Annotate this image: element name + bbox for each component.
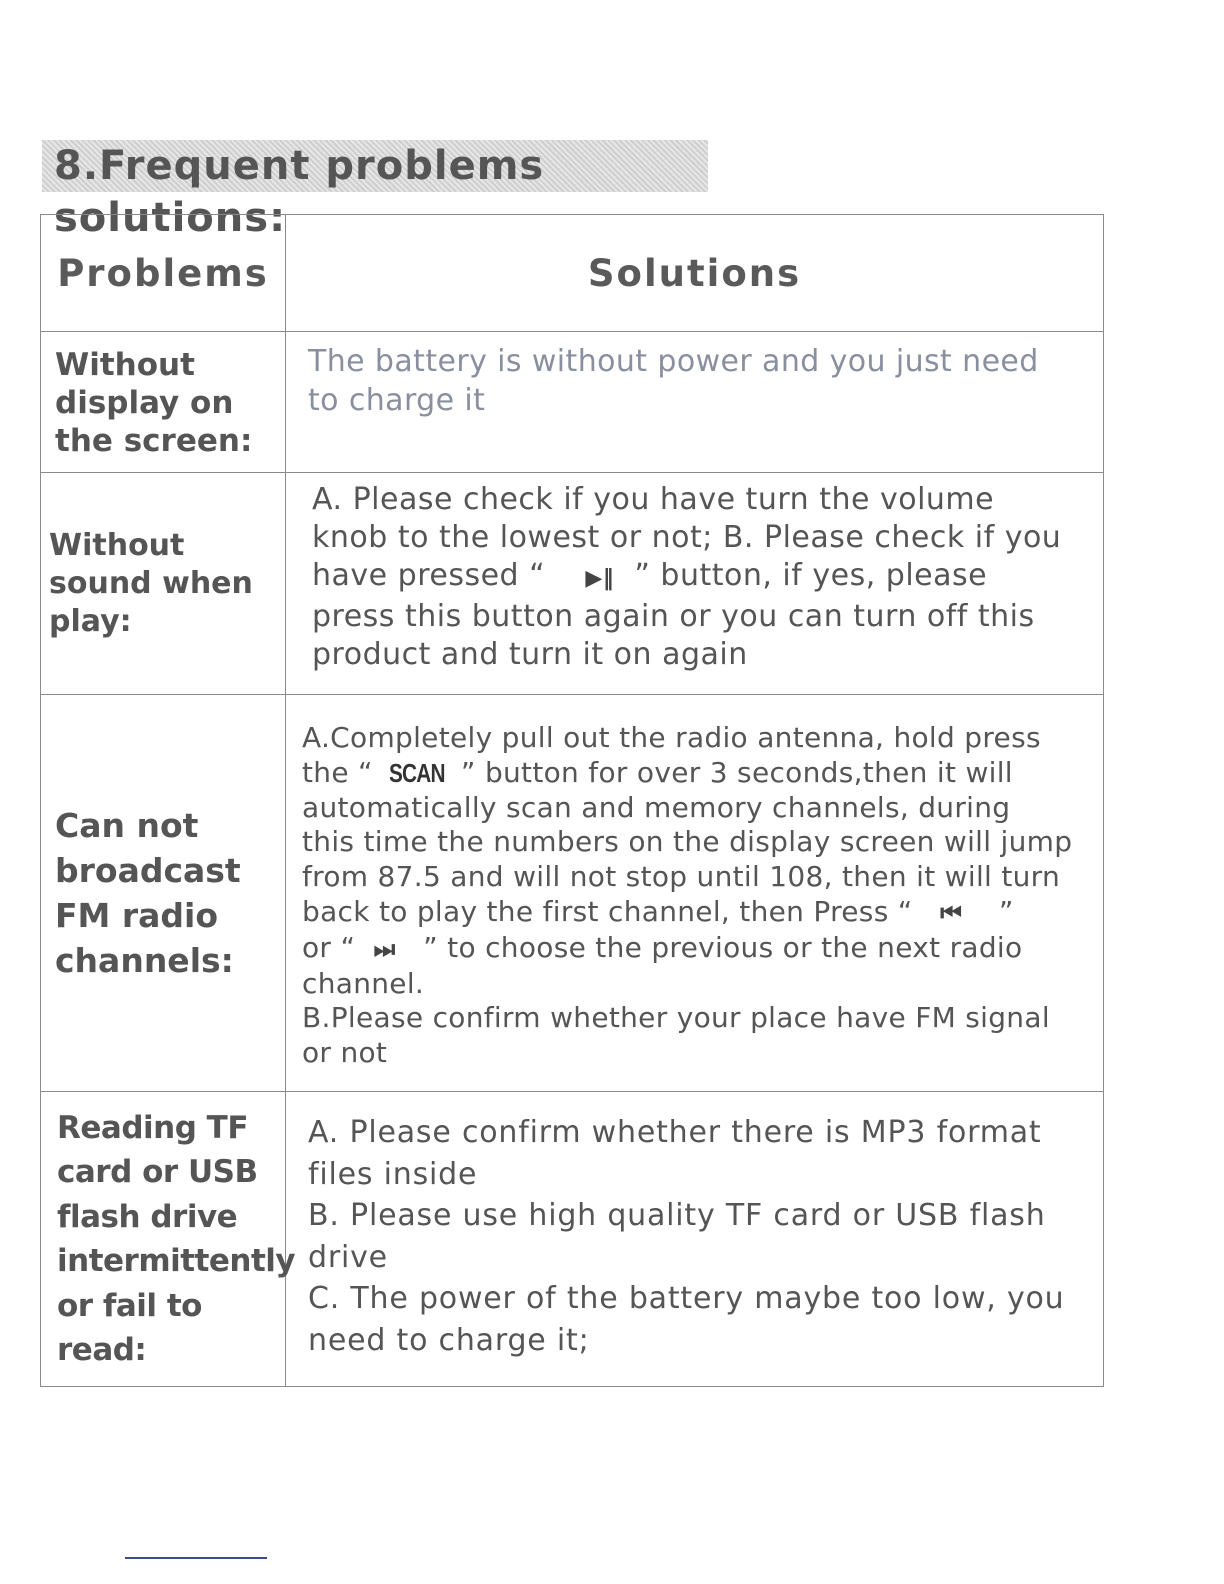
solutions-header: Solutions	[587, 251, 802, 295]
solution-line: product and turn it on again	[312, 637, 748, 672]
problem-cell	[41, 695, 286, 1091]
solution-line	[312, 557, 1097, 598]
solution-line: files inside	[308, 1156, 478, 1192]
solution-line: to charge it	[308, 383, 486, 418]
problem-text: Without display on the screen:	[55, 347, 253, 459]
problem-cell	[41, 332, 286, 472]
solution-line: automatically scan and memory channels, during	[302, 790, 1011, 824]
solution-line	[302, 756, 1099, 791]
problem-cell	[41, 1092, 296, 1386]
table-header-row	[41, 215, 1103, 331]
problems-solutions-table	[40, 214, 1104, 1387]
solution-line: A.Completely pull out the radio antenna, hold press	[302, 721, 1041, 754]
solution-line	[302, 931, 1099, 967]
solution-line: or not	[302, 1036, 388, 1070]
play-pause-icon: ▶‖	[585, 566, 615, 591]
footer-rule	[125, 1557, 267, 1559]
problem-cell	[41, 473, 286, 694]
next-track-icon: ⏭	[373, 934, 396, 963]
scan-button-label: SCAN	[389, 757, 445, 788]
solution-text: or “	[302, 930, 356, 964]
problem-text: Without sound when play:	[49, 527, 253, 639]
solution-text: ” button for over 3 seconds,then it will	[451, 755, 1013, 789]
solution-line: need to charge it;	[308, 1322, 590, 1358]
solution-text: ”	[998, 894, 1014, 928]
problem-text: Can not broadcast FM radio channels:	[55, 806, 241, 980]
problem-text: Reading TF card or USB flash drive intermittently or fail to read:	[57, 1109, 296, 1368]
solution-line: The battery is without power and you just need	[308, 344, 1039, 379]
solution-line: this time the numbers on the display screen will jump	[302, 825, 1073, 859]
problems-header: Problems	[41, 215, 286, 331]
table-row	[41, 331, 1103, 472]
solution-line: drive	[308, 1239, 388, 1275]
table-row	[41, 472, 1103, 694]
section-title: 8.Frequent problems solutions:	[42, 140, 708, 192]
solution-line: B.Please confirm whether your place have FM signal	[302, 1001, 1050, 1035]
solution-cell	[286, 473, 1103, 694]
solution-text: the “	[302, 755, 383, 789]
solution-line: channel.	[302, 966, 425, 1000]
solution-text: back to play the first channel, then Press “	[302, 894, 913, 928]
solution-line: A. Please confirm whether there is MP3 format	[308, 1115, 1042, 1150]
solution-line: from 87.5 and will not stop until 108, then it will turn	[302, 860, 1061, 894]
solution-cell	[286, 1092, 1103, 1386]
solution-text: ” to choose the previous or the next radio	[423, 930, 1023, 964]
solution-text: ” button, if yes, please	[634, 558, 988, 593]
solution-line: C. The power of the battery maybe too low, you	[308, 1281, 1065, 1316]
solution-line: A. Please check if you have turn the volume	[312, 482, 995, 517]
solution-line	[302, 895, 1099, 931]
solution-cell	[286, 332, 1103, 472]
table-row	[41, 694, 1103, 1091]
table-row	[41, 1091, 1103, 1386]
solution-line: press this button again or you can turn off this	[312, 599, 1035, 634]
solution-text: have pressed “	[312, 558, 546, 593]
solution-line: B. Please use high quality TF card or USB flash	[308, 1198, 1046, 1233]
solution-cell	[286, 695, 1103, 1091]
previous-track-icon: ⏮	[940, 898, 963, 927]
solution-line: knob to the lowest or not; B. Please check if you	[312, 520, 1062, 555]
